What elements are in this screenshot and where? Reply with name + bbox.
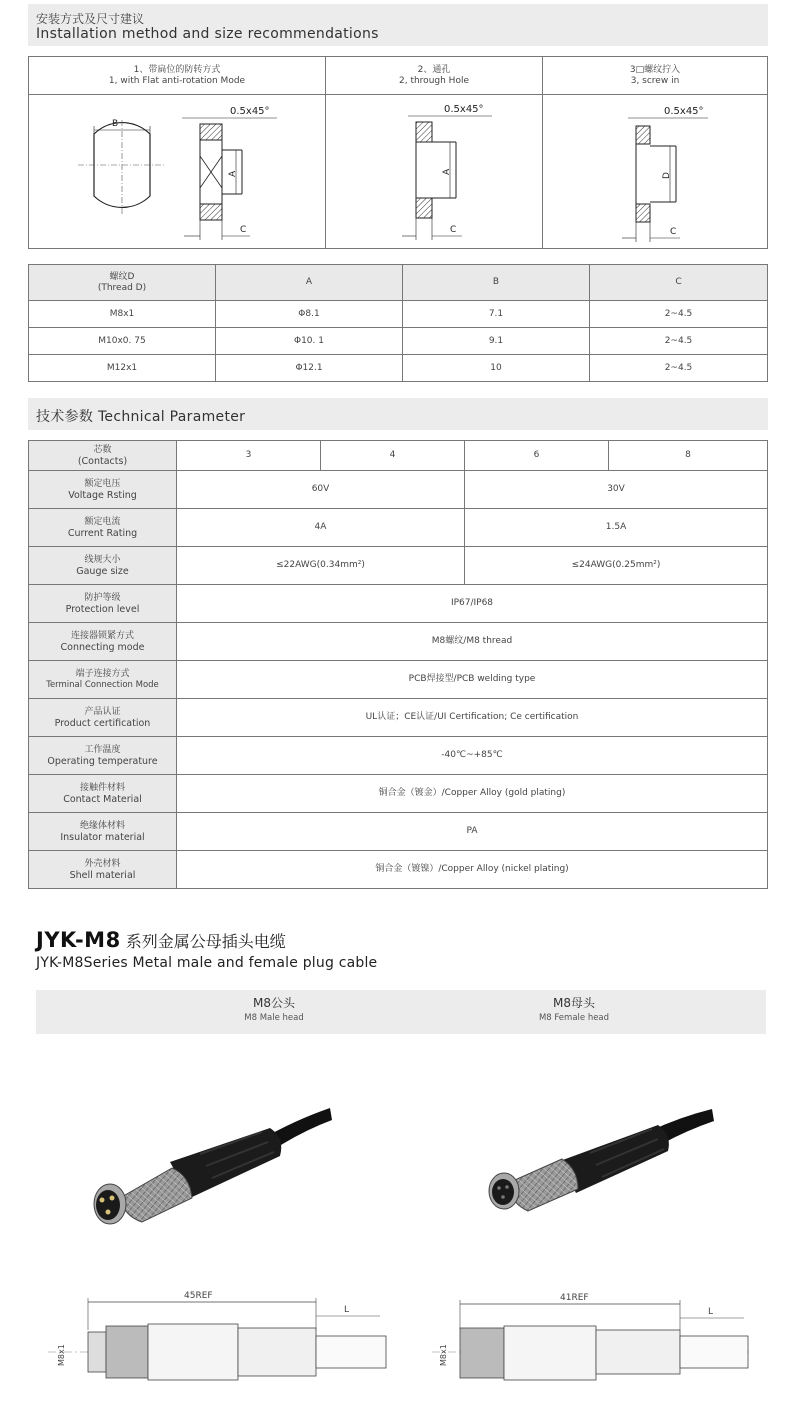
male-head-cn: M8公头 [253, 996, 295, 1010]
cell: M8螺纹/M8 thread [177, 623, 768, 661]
cell: PCB焊接型/PCB welding type [177, 661, 768, 699]
dim-b-label: B [112, 119, 119, 129]
tech-title: 技术参数 Technical Parameter [36, 409, 246, 425]
row-label [29, 699, 177, 737]
protection-row [29, 585, 768, 623]
cell: IP67/IP68 [177, 585, 768, 623]
method-1-cell [29, 57, 326, 95]
male-len-label: L [344, 1305, 350, 1315]
chamfer-label-1: 0.5x45° [230, 106, 270, 117]
label-cn: 防护等级 [84, 592, 121, 603]
label-cn: 额定电压 [84, 478, 121, 489]
certification-row [29, 699, 768, 737]
method-3-en: 3, screw in [630, 75, 680, 86]
cell: ≤22AWG(0.34mm²) [177, 547, 465, 585]
tech-table [28, 440, 768, 889]
female-thread-label: M8x1 [439, 1344, 448, 1366]
cell: 3 [177, 441, 321, 471]
size-table-header [29, 265, 768, 301]
male-head-label [174, 994, 374, 1023]
female-dimension-drawing [432, 1290, 752, 1390]
label-en: Connecting mode [60, 641, 145, 653]
label-cn: 产品认证 [84, 706, 121, 717]
female-len-label: L [708, 1307, 714, 1317]
female-head-en: M8 Female head [538, 1013, 610, 1023]
label-cn: 线规大小 [84, 554, 121, 565]
install-header [28, 4, 768, 46]
voltage-row [29, 471, 768, 509]
method-3-cell [543, 57, 768, 95]
cell: 7.1 [403, 301, 590, 328]
label-cn: 接触件材料 [79, 782, 125, 793]
label-en: Operating temperature [47, 755, 158, 767]
label-cn: 外壳材料 [84, 858, 121, 869]
male-connector-photo [80, 1090, 340, 1230]
method-1-drawing [72, 98, 282, 248]
row-label [29, 585, 177, 623]
terminal-row [29, 661, 768, 699]
cell: 4A [177, 509, 465, 547]
label-cn: 端子连接方式 [75, 668, 130, 679]
label-en: (Contacts) [77, 455, 128, 467]
connecting-row [29, 623, 768, 661]
contacts-label [29, 441, 177, 471]
male-head-en: M8 Male head [244, 1013, 304, 1023]
current-row [29, 509, 768, 547]
method-2-drawing [396, 98, 526, 248]
temperature-row [29, 737, 768, 775]
method-3-drawing [616, 98, 736, 248]
cell: PA [177, 813, 768, 851]
cell: 6 [465, 441, 609, 471]
cell: M10x0. 75 [29, 328, 216, 355]
row-label [29, 471, 177, 509]
label-cn: 绝缘体材料 [79, 820, 125, 831]
head-labels-bar [36, 990, 766, 1034]
a-header: A [216, 265, 403, 301]
gauge-row [29, 547, 768, 585]
thread-header-en: (Thread D) [97, 282, 147, 293]
product-title-cn: 系列金属公母插头电缆 [125, 932, 286, 951]
label-cn: 额定电流 [84, 516, 121, 527]
label-en: Voltage Rsting [68, 489, 137, 501]
cell: 10 [403, 355, 590, 382]
install-title-cn: 安装方式及尺寸建议 [36, 12, 145, 26]
size-table [28, 264, 768, 382]
dim-c-label-1: C [240, 225, 247, 235]
cell: 2~4.5 [590, 355, 768, 382]
method-2-cn: 2、通孔 [417, 64, 451, 75]
cell: 8 [609, 441, 768, 471]
cell: Φ8.1 [216, 301, 403, 328]
cell: 60V [177, 471, 465, 509]
cell: 9.1 [403, 328, 590, 355]
male-ref-label: 45REF [184, 1291, 213, 1301]
method-2-cell [326, 57, 543, 95]
label-en: Contact Material [63, 793, 142, 805]
label-cn: 工作温度 [84, 744, 121, 755]
dim-c-label-3: C [670, 227, 677, 237]
dim-a-label-2: A [442, 168, 452, 175]
method-1-cn: 1、带扁位的防转方式 [133, 64, 221, 75]
label-en: Current Rating [67, 527, 138, 539]
method-1-en: 1, with Flat anti-rotation Mode [108, 75, 246, 86]
row-label [29, 813, 177, 851]
row-label [29, 623, 177, 661]
male-thread-label: M8x1 [57, 1344, 66, 1366]
female-head-cn: M8母头 [553, 996, 595, 1010]
label-en: Terminal Connection Mode [46, 679, 159, 690]
table-row [29, 355, 768, 382]
dim-d-label: D [662, 172, 672, 179]
thread-header [29, 265, 216, 301]
cell: M8x1 [29, 301, 216, 328]
contacts-row [29, 441, 768, 471]
cell: 铜合金（镀金）/Copper Alloy (gold plating) [177, 775, 768, 813]
label-cn: 连接器锁紧方式 [70, 630, 134, 641]
cell: Φ12.1 [216, 355, 403, 382]
male-dimension-drawing [48, 1288, 388, 1388]
cell: 30V [465, 471, 768, 509]
cell: M12x1 [29, 355, 216, 382]
label-en: Shell material [69, 869, 136, 881]
insulator-row [29, 813, 768, 851]
cell: 2~4.5 [590, 301, 768, 328]
cell: UL认证；CE认证/UI Certification; Ce certification [177, 699, 768, 737]
contact-material-row [29, 775, 768, 813]
chamfer-label-3: 0.5x45° [664, 106, 704, 117]
cell: 2~4.5 [590, 328, 768, 355]
label-cn: 芯数 [93, 444, 112, 455]
cell: 铜合金（镀镍）/Copper Alloy (nickel plating) [177, 851, 768, 889]
table-row [29, 328, 768, 355]
table-row [29, 301, 768, 328]
label-en: Gauge size [76, 565, 129, 577]
female-connector-photo [480, 1095, 720, 1225]
cell: ≤24AWG(0.25mm²) [465, 547, 768, 585]
dim-a-label: A [228, 170, 238, 177]
row-label [29, 509, 177, 547]
female-ref-label: 41REF [560, 1293, 589, 1303]
chamfer-label-2: 0.5x45° [444, 104, 484, 115]
cell: 1.5A [465, 509, 768, 547]
row-label [29, 737, 177, 775]
row-label [29, 661, 177, 699]
b-header: B [403, 265, 590, 301]
method-3-cn: 3□螺纹拧入 [629, 64, 681, 75]
method-2-en: 2, through Hole [399, 75, 469, 86]
label-en: Insulator material [60, 831, 145, 843]
cell: -40℃~+85℃ [177, 737, 768, 775]
row-label [29, 775, 177, 813]
tech-header [28, 398, 768, 430]
thread-header-cn: 螺纹D [109, 271, 135, 282]
shell-row [29, 851, 768, 889]
c-header: C [590, 265, 768, 301]
product-title-en: JYK-M8Series Metal male and female plug cable [36, 955, 378, 971]
product-title [36, 928, 377, 971]
row-label [29, 547, 177, 585]
dim-c-label-2: C [450, 225, 457, 235]
cell: Φ10. 1 [216, 328, 403, 355]
product-model: JYK-M8 [36, 928, 121, 952]
row-label [29, 851, 177, 889]
label-en: Product certification [54, 717, 151, 729]
label-en: Protection level [65, 603, 140, 615]
female-head-label [474, 994, 674, 1023]
install-title-en: Installation method and size recommendations [36, 26, 379, 42]
cell: 4 [321, 441, 465, 471]
